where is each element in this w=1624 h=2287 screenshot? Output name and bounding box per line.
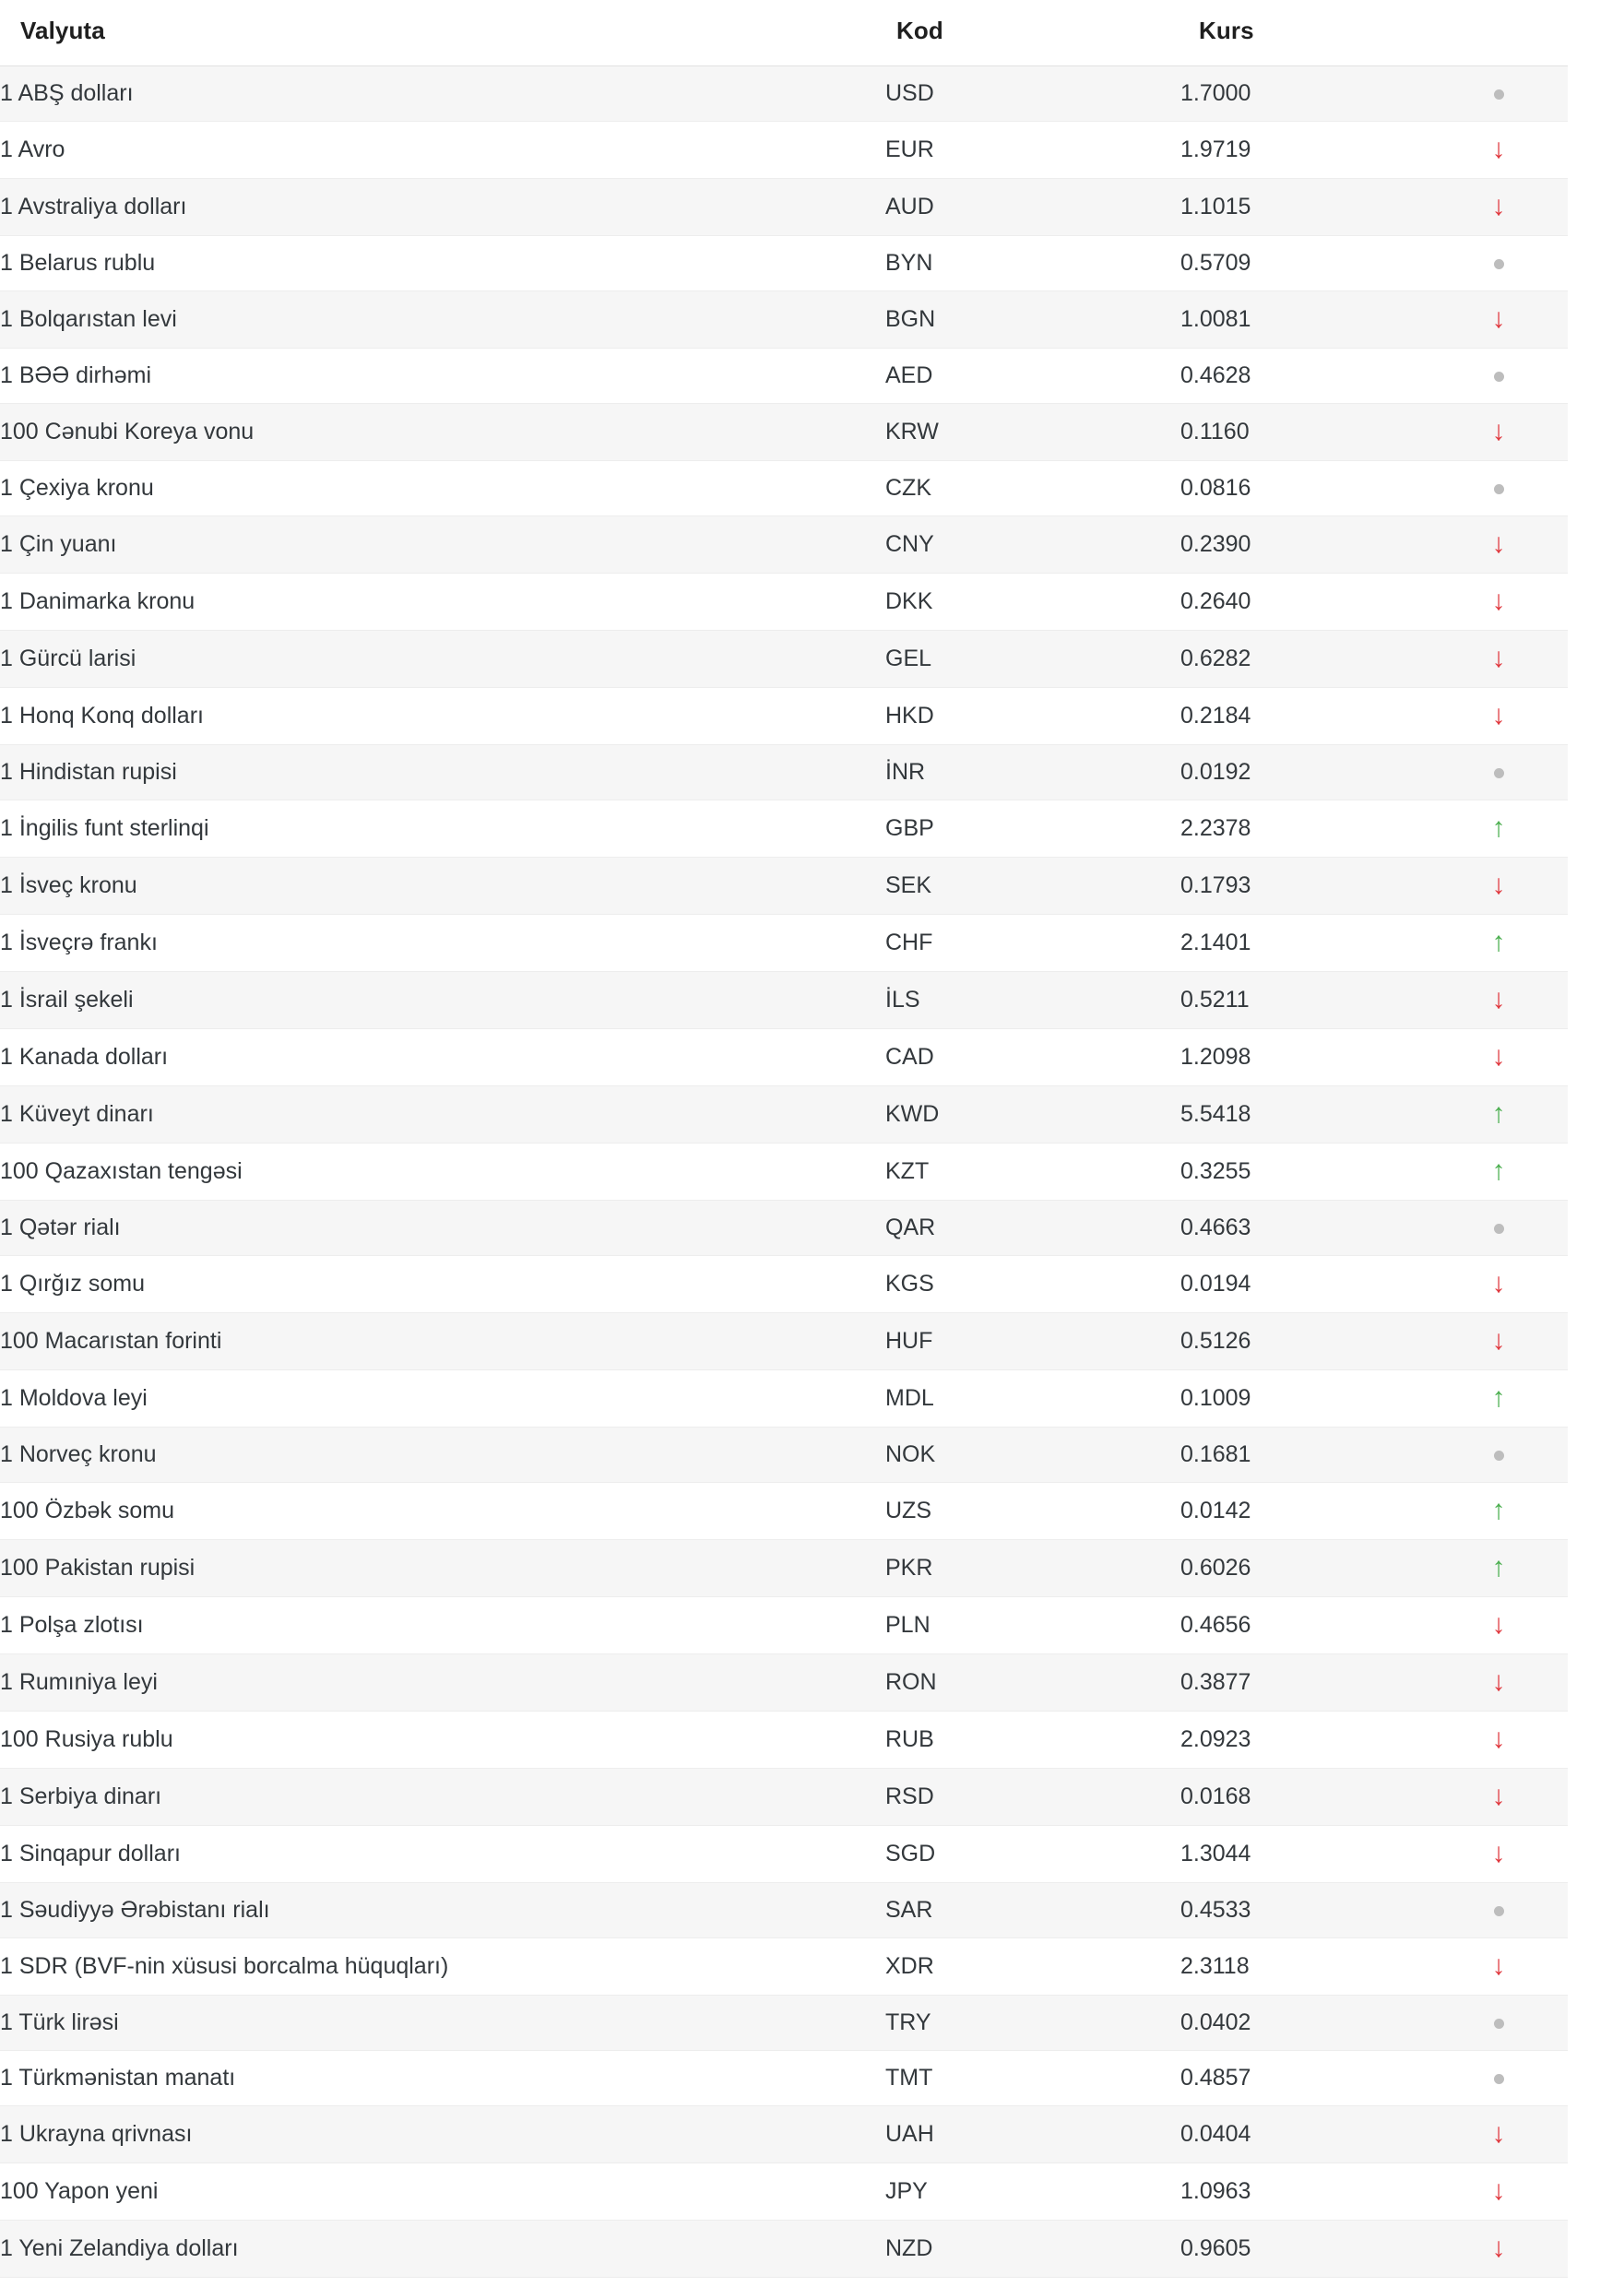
currency-name-cell: 100 Qazaxıstan tengəsi xyxy=(0,1144,885,1201)
right-margin xyxy=(1568,0,1624,2278)
currency-trend-cell xyxy=(1429,688,1568,745)
currency-trend-cell xyxy=(1429,1428,1568,1483)
arrow-up-icon: ↑ xyxy=(1491,1495,1506,1525)
currency-code-cell: KWD xyxy=(885,1086,1180,1144)
currency-name-cell: 1 Qırğız somu xyxy=(0,1256,885,1313)
currency-name-cell: 1 Norveç kronu xyxy=(0,1428,885,1483)
currency-rate-cell: 0.0192 xyxy=(1180,745,1429,800)
currency-name-cell: 1 Honq Konq dolları xyxy=(0,688,885,745)
arrow-up-icon: ↑ xyxy=(1491,1098,1506,1129)
currency-code-cell: CHF xyxy=(885,915,1180,972)
table-header-row xyxy=(0,0,1568,66)
currency-code-cell: BYN xyxy=(885,236,1180,291)
currency-code-cell: KRW xyxy=(885,404,1180,461)
currency-code-cell: DKK xyxy=(885,574,1180,631)
arrow-down-icon: ↓ xyxy=(1491,1724,1506,1754)
table-row xyxy=(0,1712,1568,1769)
table-body xyxy=(0,66,1568,2278)
currency-name-cell: 1 Serbiya dinarı xyxy=(0,1769,885,1826)
currency-name-cell: 1 Türk lirəsi xyxy=(0,1996,885,2051)
currency-rate-cell: 2.0923 xyxy=(1180,1712,1429,1769)
currency-trend-cell xyxy=(1429,1313,1568,1370)
arrow-down-icon: ↓ xyxy=(1491,2233,1506,2263)
table-row xyxy=(0,745,1568,800)
currency-rate-cell: 2.3118 xyxy=(1180,1938,1429,1996)
table-row xyxy=(0,2221,1568,2278)
dot-icon xyxy=(1494,372,1504,382)
currency-name-cell: 1 Avstraliya dolları xyxy=(0,179,885,236)
currency-name-cell: 100 Macarıstan forinti xyxy=(0,1313,885,1370)
currency-code-cell: CAD xyxy=(885,1029,1180,1086)
currency-trend-cell xyxy=(1429,631,1568,688)
currency-trend-cell xyxy=(1429,1996,1568,2051)
currency-trend-cell xyxy=(1429,1597,1568,1654)
arrow-down-icon: ↓ xyxy=(1491,1609,1506,1640)
currency-rate-cell: 0.3255 xyxy=(1180,1144,1429,1201)
arrow-down-icon: ↓ xyxy=(1491,586,1506,616)
table-row xyxy=(0,972,1568,1029)
currency-name-cell: 1 Polşa zlotısı xyxy=(0,1597,885,1654)
currency-rate-cell: 0.0142 xyxy=(1180,1483,1429,1540)
table-header xyxy=(0,0,1568,66)
currency-name-cell: 1 Kanada dolları xyxy=(0,1029,885,1086)
arrow-down-icon: ↓ xyxy=(1491,2175,1506,2206)
currency-code-cell: RSD xyxy=(885,1769,1180,1826)
dot-icon xyxy=(1494,768,1504,778)
currency-code-cell: NOK xyxy=(885,1428,1180,1483)
currency-name-cell: 1 Belarus rublu xyxy=(0,236,885,291)
table-row xyxy=(0,1483,1568,1540)
table-row xyxy=(0,1428,1568,1483)
dot-icon xyxy=(1494,259,1504,269)
currency-trend-cell xyxy=(1429,1029,1568,1086)
currency-name-cell: 1 İsveç kronu xyxy=(0,858,885,915)
currency-name-cell: 100 Pakistan rupisi xyxy=(0,1540,885,1597)
table-row xyxy=(0,1769,1568,1826)
currency-rate-cell: 0.1681 xyxy=(1180,1428,1429,1483)
currency-trend-cell xyxy=(1429,1938,1568,1996)
table-row xyxy=(0,631,1568,688)
currency-trend-cell xyxy=(1429,2221,1568,2278)
currency-rate-cell: 0.2390 xyxy=(1180,516,1429,574)
arrow-down-icon: ↓ xyxy=(1491,416,1506,446)
arrow-up-icon: ↑ xyxy=(1491,812,1506,843)
currency-trend-cell xyxy=(1429,122,1568,179)
currency-name-cell: 1 Hindistan rupisi xyxy=(0,745,885,800)
table-row xyxy=(0,461,1568,516)
currency-trend-cell xyxy=(1429,1256,1568,1313)
currency-name-cell: 1 Sinqapur dolları xyxy=(0,1826,885,1883)
currency-rate-cell: 0.4628 xyxy=(1180,349,1429,404)
currency-code-cell: BGN xyxy=(885,291,1180,349)
currency-name-cell: 1 Çexiya kronu xyxy=(0,461,885,516)
arrow-up-icon: ↑ xyxy=(1491,1552,1506,1582)
table-row xyxy=(0,179,1568,236)
table-row xyxy=(0,1029,1568,1086)
currency-rate-cell: 0.6026 xyxy=(1180,1540,1429,1597)
currency-trend-cell xyxy=(1429,179,1568,236)
arrow-down-icon: ↓ xyxy=(1491,528,1506,559)
currency-rate-cell: 1.3044 xyxy=(1180,1826,1429,1883)
arrow-down-icon: ↓ xyxy=(1491,984,1506,1014)
currency-code-cell: HKD xyxy=(885,688,1180,745)
table-row xyxy=(0,915,1568,972)
table-row xyxy=(0,1540,1568,1597)
currency-name-cell: 1 Küveyt dinarı xyxy=(0,1086,885,1144)
currency-trend-cell xyxy=(1429,1883,1568,1938)
currency-rate-cell: 0.0194 xyxy=(1180,1256,1429,1313)
currency-rate-cell: 1.9719 xyxy=(1180,122,1429,179)
currency-code-cell: CZK xyxy=(885,461,1180,516)
table-row xyxy=(0,688,1568,745)
currency-code-cell: AED xyxy=(885,349,1180,404)
currency-rate-cell: 0.1009 xyxy=(1180,1370,1429,1428)
table-row xyxy=(0,1597,1568,1654)
currency-name-cell: 1 SDR (BVF-nin xüsusi borcalma hüquqları) xyxy=(0,1938,885,1996)
table-row xyxy=(0,1883,1568,1938)
currency-trend-cell xyxy=(1429,858,1568,915)
currency-code-cell: GEL xyxy=(885,631,1180,688)
currency-name-cell: 100 Rusiya rublu xyxy=(0,1712,885,1769)
currency-rate-cell: 0.0816 xyxy=(1180,461,1429,516)
currency-trend-cell xyxy=(1429,1654,1568,1712)
arrow-down-icon: ↓ xyxy=(1491,1950,1506,1981)
currency-trend-cell xyxy=(1429,1483,1568,1540)
currency-trend-cell xyxy=(1429,236,1568,291)
currency-code-cell: UAH xyxy=(885,2106,1180,2163)
currency-name-cell: 1 Türkmənistan manatı xyxy=(0,2051,885,2106)
table-row xyxy=(0,236,1568,291)
currency-trend-cell xyxy=(1429,972,1568,1029)
currency-trend-cell xyxy=(1429,291,1568,349)
table-row xyxy=(0,1201,1568,1256)
currency-name-cell: 1 Çin yuanı xyxy=(0,516,885,574)
table-row xyxy=(0,404,1568,461)
dot-icon xyxy=(1494,1451,1504,1461)
currency-trend-cell xyxy=(1429,66,1568,122)
currency-code-cell: PLN xyxy=(885,1597,1180,1654)
currency-code-cell: AUD xyxy=(885,179,1180,236)
dot-icon xyxy=(1494,2074,1504,2084)
currency-code-cell: HUF xyxy=(885,1313,1180,1370)
arrow-down-icon: ↓ xyxy=(1491,1268,1506,1298)
currency-rate-cell: 1.1015 xyxy=(1180,179,1429,236)
column-header-code: Kod xyxy=(885,0,1180,66)
currency-trend-cell xyxy=(1429,404,1568,461)
currency-name-cell: 1 İngilis funt sterlinqi xyxy=(0,800,885,858)
currency-trend-cell xyxy=(1429,516,1568,574)
table-row xyxy=(0,1086,1568,1144)
currency-code-cell: RON xyxy=(885,1654,1180,1712)
currency-code-cell: SEK xyxy=(885,858,1180,915)
currency-rate-cell: 0.0404 xyxy=(1180,2106,1429,2163)
currency-rate-cell: 0.1793 xyxy=(1180,858,1429,915)
arrow-down-icon: ↓ xyxy=(1491,134,1506,164)
table-row xyxy=(0,1826,1568,1883)
currency-name-cell: 1 Rumıniya leyi xyxy=(0,1654,885,1712)
currency-code-cell: CNY xyxy=(885,516,1180,574)
currency-trend-cell xyxy=(1429,1769,1568,1826)
currency-code-cell: İNR xyxy=(885,745,1180,800)
arrow-down-icon: ↓ xyxy=(1491,1325,1506,1356)
table-row xyxy=(0,516,1568,574)
currency-trend-cell xyxy=(1429,349,1568,404)
dot-icon xyxy=(1494,484,1504,494)
currency-code-cell: RUB xyxy=(885,1712,1180,1769)
column-header-currency: Valyuta xyxy=(0,0,885,66)
currency-code-cell: TMT xyxy=(885,2051,1180,2106)
arrow-down-icon: ↓ xyxy=(1491,191,1506,221)
currency-name-cell: 1 Yeni Zelandiya dolları xyxy=(0,2221,885,2278)
column-header-trend xyxy=(1429,0,1568,66)
currency-trend-cell xyxy=(1429,915,1568,972)
currency-trend-cell xyxy=(1429,1086,1568,1144)
arrow-down-icon: ↓ xyxy=(1491,643,1506,673)
currency-name-cell: 100 Özbək somu xyxy=(0,1483,885,1540)
table-row xyxy=(0,291,1568,349)
currency-code-cell: MDL xyxy=(885,1370,1180,1428)
table-row xyxy=(0,122,1568,179)
currency-rate-cell: 0.5126 xyxy=(1180,1313,1429,1370)
currency-trend-cell xyxy=(1429,745,1568,800)
arrow-down-icon: ↓ xyxy=(1491,1041,1506,1072)
currency-rate-cell: 0.4656 xyxy=(1180,1597,1429,1654)
currency-trend-cell xyxy=(1429,574,1568,631)
currency-rate-cell: 0.4663 xyxy=(1180,1201,1429,1256)
currency-name-cell: 100 Cənubi Koreya vonu xyxy=(0,404,885,461)
column-header-rate: Kurs xyxy=(1180,0,1429,66)
currency-name-cell: 1 Səudiyyə Ərəbistanı rialı xyxy=(0,1883,885,1938)
currency-trend-cell xyxy=(1429,1712,1568,1769)
arrow-up-icon: ↑ xyxy=(1491,1382,1506,1413)
currency-rate-cell: 0.1160 xyxy=(1180,404,1429,461)
currency-trend-cell xyxy=(1429,1370,1568,1428)
currency-code-cell: UZS xyxy=(885,1483,1180,1540)
currency-code-cell: KGS xyxy=(885,1256,1180,1313)
currency-rate-cell: 0.0168 xyxy=(1180,1769,1429,1826)
currency-rate-cell: 0.5709 xyxy=(1180,236,1429,291)
currency-rate-cell: 1.0081 xyxy=(1180,291,1429,349)
currency-rate-cell: 1.7000 xyxy=(1180,66,1429,122)
arrow-down-icon: ↓ xyxy=(1491,700,1506,730)
table-row xyxy=(0,858,1568,915)
currency-name-cell: 1 İsrail şekeli xyxy=(0,972,885,1029)
currency-name-cell: 100 Yapon yeni xyxy=(0,2163,885,2221)
currency-name-cell: 1 Avro xyxy=(0,122,885,179)
currency-rate-cell: 0.3877 xyxy=(1180,1654,1429,1712)
currency-rate-cell: 0.4857 xyxy=(1180,2051,1429,2106)
table-row xyxy=(0,1256,1568,1313)
currency-name-cell: 1 Gürcü larisi xyxy=(0,631,885,688)
table-row xyxy=(0,1654,1568,1712)
currency-trend-cell xyxy=(1429,1826,1568,1883)
currency-code-cell: SGD xyxy=(885,1826,1180,1883)
table-row xyxy=(0,2106,1568,2163)
arrow-up-icon: ↑ xyxy=(1491,1155,1506,1186)
currency-rate-cell: 0.5211 xyxy=(1180,972,1429,1029)
arrow-up-icon: ↑ xyxy=(1491,927,1506,957)
currency-rate-cell: 0.2184 xyxy=(1180,688,1429,745)
arrow-down-icon: ↓ xyxy=(1491,2118,1506,2149)
currency-code-cell: PKR xyxy=(885,1540,1180,1597)
currency-name-cell: 1 BƏƏ dirhəmi xyxy=(0,349,885,404)
currency-trend-cell xyxy=(1429,2051,1568,2106)
arrow-down-icon: ↓ xyxy=(1491,1781,1506,1811)
currency-rate-cell: 1.2098 xyxy=(1180,1029,1429,1086)
table-row xyxy=(0,1370,1568,1428)
currency-trend-cell xyxy=(1429,1540,1568,1597)
currency-rate-cell: 5.5418 xyxy=(1180,1086,1429,1144)
currency-trend-cell xyxy=(1429,1144,1568,1201)
currency-rate-cell: 2.1401 xyxy=(1180,915,1429,972)
currency-name-cell: 1 ABŞ dolları xyxy=(0,66,885,122)
currency-code-cell: NZD xyxy=(885,2221,1180,2278)
dot-icon xyxy=(1494,2019,1504,2029)
currency-trend-cell xyxy=(1429,2106,1568,2163)
table-row xyxy=(0,1938,1568,1996)
table-row xyxy=(0,1996,1568,2051)
table-row xyxy=(0,574,1568,631)
table-row xyxy=(0,349,1568,404)
arrow-down-icon: ↓ xyxy=(1491,1666,1506,1697)
table-row xyxy=(0,2163,1568,2221)
currency-code-cell: İLS xyxy=(885,972,1180,1029)
currency-code-cell: GBP xyxy=(885,800,1180,858)
currency-code-cell: USD xyxy=(885,66,1180,122)
dot-icon xyxy=(1494,1906,1504,1916)
currency-name-cell: 1 Moldova leyi xyxy=(0,1370,885,1428)
currency-rate-cell: 0.9605 xyxy=(1180,2221,1429,2278)
currency-trend-cell xyxy=(1429,461,1568,516)
currency-code-cell: JPY xyxy=(885,2163,1180,2221)
currency-trend-cell xyxy=(1429,1201,1568,1256)
currency-name-cell: 1 Danimarka kronu xyxy=(0,574,885,631)
currency-rate-cell: 0.2640 xyxy=(1180,574,1429,631)
currency-trend-cell xyxy=(1429,2163,1568,2221)
table-row xyxy=(0,1144,1568,1201)
currency-rate-cell: 0.0402 xyxy=(1180,1996,1429,2051)
table-row xyxy=(0,66,1568,122)
currency-rate-cell: 0.4533 xyxy=(1180,1883,1429,1938)
table-row xyxy=(0,1313,1568,1370)
currency-name-cell: 1 Bolqarıstan levi xyxy=(0,291,885,349)
currency-rate-cell: 0.6282 xyxy=(1180,631,1429,688)
dot-icon xyxy=(1494,1224,1504,1234)
arrow-down-icon: ↓ xyxy=(1491,1838,1506,1868)
currency-name-cell: 1 Qətər rialı xyxy=(0,1201,885,1256)
currency-code-cell: KZT xyxy=(885,1144,1180,1201)
currency-code-cell: QAR xyxy=(885,1201,1180,1256)
dot-icon xyxy=(1494,89,1504,100)
currency-rate-cell: 2.2378 xyxy=(1180,800,1429,858)
currency-code-cell: XDR xyxy=(885,1938,1180,1996)
currency-name-cell: 1 Ukrayna qrivnası xyxy=(0,2106,885,2163)
arrow-down-icon: ↓ xyxy=(1491,870,1506,900)
currency-code-cell: EUR xyxy=(885,122,1180,179)
arrow-down-icon: ↓ xyxy=(1491,303,1506,334)
currency-code-cell: SAR xyxy=(885,1883,1180,1938)
currency-trend-cell xyxy=(1429,800,1568,858)
currency-rate-cell: 1.0963 xyxy=(1180,2163,1429,2221)
table-row xyxy=(0,800,1568,858)
currency-code-cell: TRY xyxy=(885,1996,1180,2051)
table-row xyxy=(0,2051,1568,2106)
currency-name-cell: 1 İsveçrə frankı xyxy=(0,915,885,972)
